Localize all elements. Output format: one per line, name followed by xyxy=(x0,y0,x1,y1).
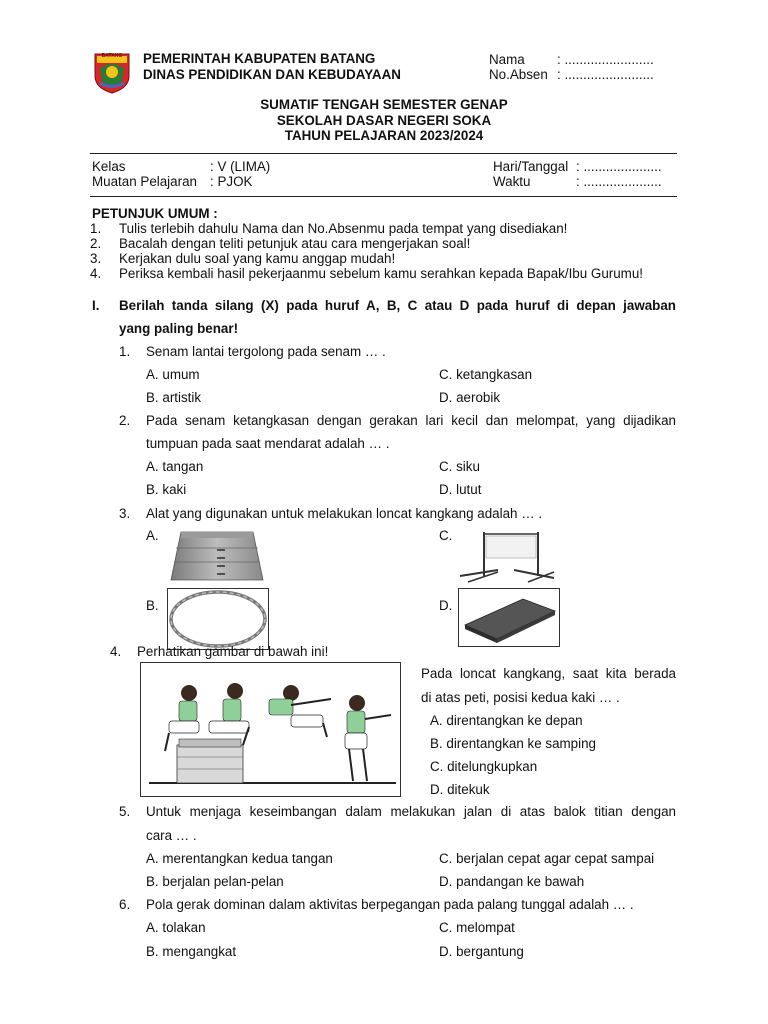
logo-caption: BATANG xyxy=(101,53,123,59)
question-number: 2. xyxy=(119,413,131,428)
option-d[interactable]: D. bergantung xyxy=(439,944,524,959)
question-text: Alat yang digunakan untuk melakukan loncat kangkang adalah … . xyxy=(146,506,543,521)
option-a[interactable]: A. merentangkan kedua tangan xyxy=(146,851,333,866)
name-field[interactable]: : ........................ xyxy=(557,52,654,67)
option-c[interactable]: C. xyxy=(439,528,453,543)
kelas-value: : V (LIMA) xyxy=(210,159,271,174)
option-d[interactable]: D. ditekuk xyxy=(430,782,490,797)
kelas-label: Kelas xyxy=(92,159,126,174)
option-c[interactable]: C. melompat xyxy=(439,920,515,935)
instruction-text: Periksa kembali hasil pekerjaanmu sebelum kamu serahkan kepada Bapak/Ibu Gurumu! xyxy=(119,266,644,281)
absen-label: No.Absen xyxy=(489,67,548,82)
hari-label: Hari/Tanggal xyxy=(493,159,569,174)
divider-bottom xyxy=(90,196,677,197)
high-jump-bar-image xyxy=(458,526,558,584)
instructions-title: PETUNJUK UMUM : xyxy=(92,206,218,221)
name-label: Nama xyxy=(489,52,525,67)
option-b[interactable]: B. berjalan pelan-pelan xyxy=(146,874,284,889)
instruction-number: 1. xyxy=(90,221,102,236)
waktu-label: Waktu xyxy=(493,174,531,189)
muatan-value: : PJOK xyxy=(210,174,253,189)
option-b[interactable]: B. kaki xyxy=(146,482,187,497)
section-instruction-1: Berilah tanda silang (X) pada huruf A, B, C atau D pada huruf di depan jawaban xyxy=(119,298,676,313)
option-b[interactable]: B. xyxy=(146,598,159,613)
muatan-label: Muatan Pelajaran xyxy=(92,174,197,189)
option-c[interactable]: C. ketangkasan xyxy=(439,367,533,382)
vault-sequence-image xyxy=(140,662,401,797)
option-c[interactable]: C. berjalan cepat agar cepat sampai xyxy=(439,851,655,866)
question-number: 4. xyxy=(110,644,122,659)
hari-field[interactable]: : ..................... xyxy=(576,159,662,174)
school-name: SEKOLAH DASAR NEGERI SOKA xyxy=(276,113,492,128)
question-number: 5. xyxy=(119,804,131,819)
question-text: Perhatikan gambar di bawah ini! xyxy=(137,644,329,659)
option-a[interactable]: A. umum xyxy=(146,367,200,382)
mat-image xyxy=(458,588,560,647)
option-b[interactable]: B. direntangkan ke samping xyxy=(430,736,596,751)
option-b[interactable]: B. mengangkat xyxy=(146,944,237,959)
question-side-text: di atas peti, posisi kedua kaki … . xyxy=(421,690,620,705)
option-d[interactable]: D. aerobik xyxy=(439,390,501,405)
option-a[interactable]: A. tangan xyxy=(146,459,204,474)
option-c[interactable]: C. ditelungkupkan xyxy=(430,759,538,774)
divider-top xyxy=(90,153,677,154)
absen-field[interactable]: : ........................ xyxy=(557,67,654,82)
section-instruction-2: yang paling benar! xyxy=(119,321,239,336)
question-number: 1. xyxy=(119,344,131,359)
question-number: 3. xyxy=(119,506,131,521)
question-text: Senam lantai tergolong pada senam … . xyxy=(146,344,386,359)
question-text: Pola gerak dominan dalam aktivitas berpegangan pada palang tunggal adalah … . xyxy=(146,897,634,912)
instruction-number: 2. xyxy=(90,236,102,251)
exam-title: SUMATIF TENGAH SEMESTER GENAP xyxy=(260,97,508,112)
option-c[interactable]: C. siku xyxy=(439,459,480,474)
question-text: Untuk menjaga keseimbangan dalam melakukan jalan di atas balok titian dengan xyxy=(146,804,676,819)
instruction-number: 4. xyxy=(90,266,102,281)
option-b[interactable]: B. artistik xyxy=(146,390,202,405)
question-side-text: Pada loncat kangkang, saat kita berada xyxy=(421,666,676,681)
academic-year: TAHUN PELAJARAN 2023/2024 xyxy=(284,128,484,143)
option-d[interactable]: D. lutut xyxy=(439,482,482,497)
instruction-text: Kerjakan dulu soal yang kamu anggap mudah! xyxy=(119,251,396,266)
waktu-field[interactable]: : ..................... xyxy=(576,174,662,189)
gov-line-1: PEMERINTAH KABUPATEN BATANG xyxy=(143,51,376,66)
vaulting-box-image xyxy=(167,528,267,584)
option-a[interactable]: A. direntangkan ke depan xyxy=(430,713,583,728)
question-text-cont: tumpuan pada saat mendarat adalah … . xyxy=(146,436,390,451)
question-number: 6. xyxy=(119,897,131,912)
instruction-number: 3. xyxy=(90,251,102,266)
option-d[interactable]: D. pandangan ke bawah xyxy=(439,874,585,889)
hoop-image xyxy=(167,588,269,650)
gov-line-2: DINAS PENDIDIKAN DAN KEBUDAYAAN xyxy=(143,67,401,82)
option-a[interactable]: A. xyxy=(146,528,159,543)
instruction-text: Bacalah dengan teliti petunjuk atau cara mengerjakan soal! xyxy=(119,236,471,251)
question-text-cont: cara … . xyxy=(146,828,197,843)
question-text: Pada senam ketangkasan dengan gerakan lari kecil dan melompat, yang dijadikan xyxy=(146,413,676,428)
option-a[interactable]: A. tolakan xyxy=(146,920,206,935)
instruction-text: Tulis terlebih dahulu Nama dan No.Absenmu pada tempat yang disediakan! xyxy=(119,221,568,236)
option-d[interactable]: D. xyxy=(439,598,453,613)
section-roman: I. xyxy=(92,298,100,313)
